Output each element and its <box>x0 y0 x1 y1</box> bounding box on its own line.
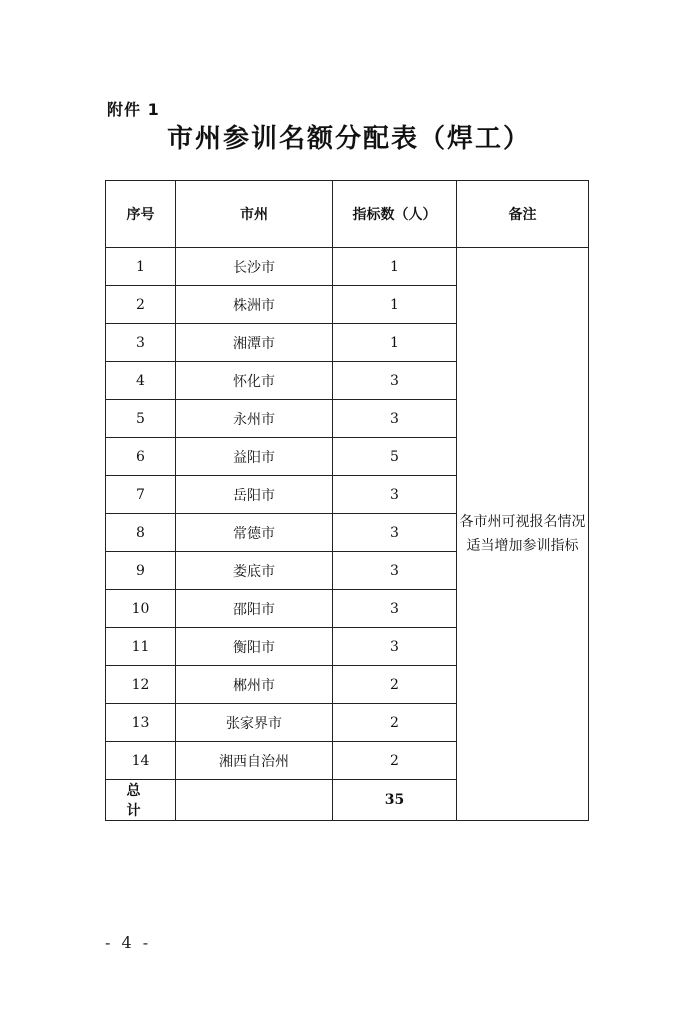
row-serial: 10 <box>106 590 176 628</box>
attachment-label: 附件 1 <box>107 100 160 119</box>
row-city: 湘西自治州 <box>176 742 333 780</box>
header-serial: 序号 <box>106 181 176 248</box>
row-serial: 11 <box>106 628 176 666</box>
remark-line-2: 适当增加参训指标 <box>466 538 579 554</box>
row-city: 益阳市 <box>176 438 333 476</box>
row-serial: 1 <box>106 248 176 286</box>
row-city: 娄底市 <box>176 552 333 590</box>
row-serial: 5 <box>106 400 176 438</box>
row-serial: 6 <box>106 438 176 476</box>
row-serial: 3 <box>106 324 176 362</box>
row-serial: 7 <box>106 476 176 514</box>
total-label: 总 计 <box>106 780 176 821</box>
row-city: 岳阳市 <box>176 476 333 514</box>
total-city-empty <box>176 780 333 821</box>
row-quota: 1 <box>333 248 457 286</box>
row-city: 长沙市 <box>176 248 333 286</box>
row-quota: 3 <box>333 628 457 666</box>
quota-table <box>105 180 589 821</box>
row-quota: 1 <box>333 286 457 324</box>
row-city: 株洲市 <box>176 286 333 324</box>
remark-line-1: 各市州可视报名情况 <box>459 514 586 530</box>
row-quota: 2 <box>333 742 457 780</box>
table-header-row <box>106 181 589 248</box>
remark-cell <box>457 248 589 821</box>
row-quota: 3 <box>333 514 457 552</box>
row-quota: 3 <box>333 590 457 628</box>
row-city: 邵阳市 <box>176 590 333 628</box>
row-serial: 13 <box>106 704 176 742</box>
row-serial: 2 <box>106 286 176 324</box>
row-quota: 2 <box>333 666 457 704</box>
row-quota: 3 <box>333 400 457 438</box>
row-quota: 3 <box>333 476 457 514</box>
page-number: - 4 - <box>105 933 152 952</box>
row-serial: 4 <box>106 362 176 400</box>
row-serial: 14 <box>106 742 176 780</box>
row-quota: 1 <box>333 324 457 362</box>
page-title: 市州参训名额分配表（焊工） <box>166 124 531 154</box>
header-city: 市州 <box>176 181 333 248</box>
row-serial: 8 <box>106 514 176 552</box>
row-quota: 3 <box>333 362 457 400</box>
table-row <box>106 248 589 286</box>
header-quota: 指标数（人） <box>333 181 457 248</box>
row-serial: 12 <box>106 666 176 704</box>
row-city: 怀化市 <box>176 362 333 400</box>
total-value: 35 <box>333 780 457 821</box>
row-serial: 9 <box>106 552 176 590</box>
row-quota: 5 <box>333 438 457 476</box>
row-city: 衡阳市 <box>176 628 333 666</box>
row-city: 郴州市 <box>176 666 333 704</box>
row-quota: 2 <box>333 704 457 742</box>
row-city: 常德市 <box>176 514 333 552</box>
row-city: 湘潭市 <box>176 324 333 362</box>
row-quota: 3 <box>333 552 457 590</box>
row-city: 永州市 <box>176 400 333 438</box>
row-city: 张家界市 <box>176 704 333 742</box>
header-remark: 备注 <box>457 181 589 248</box>
